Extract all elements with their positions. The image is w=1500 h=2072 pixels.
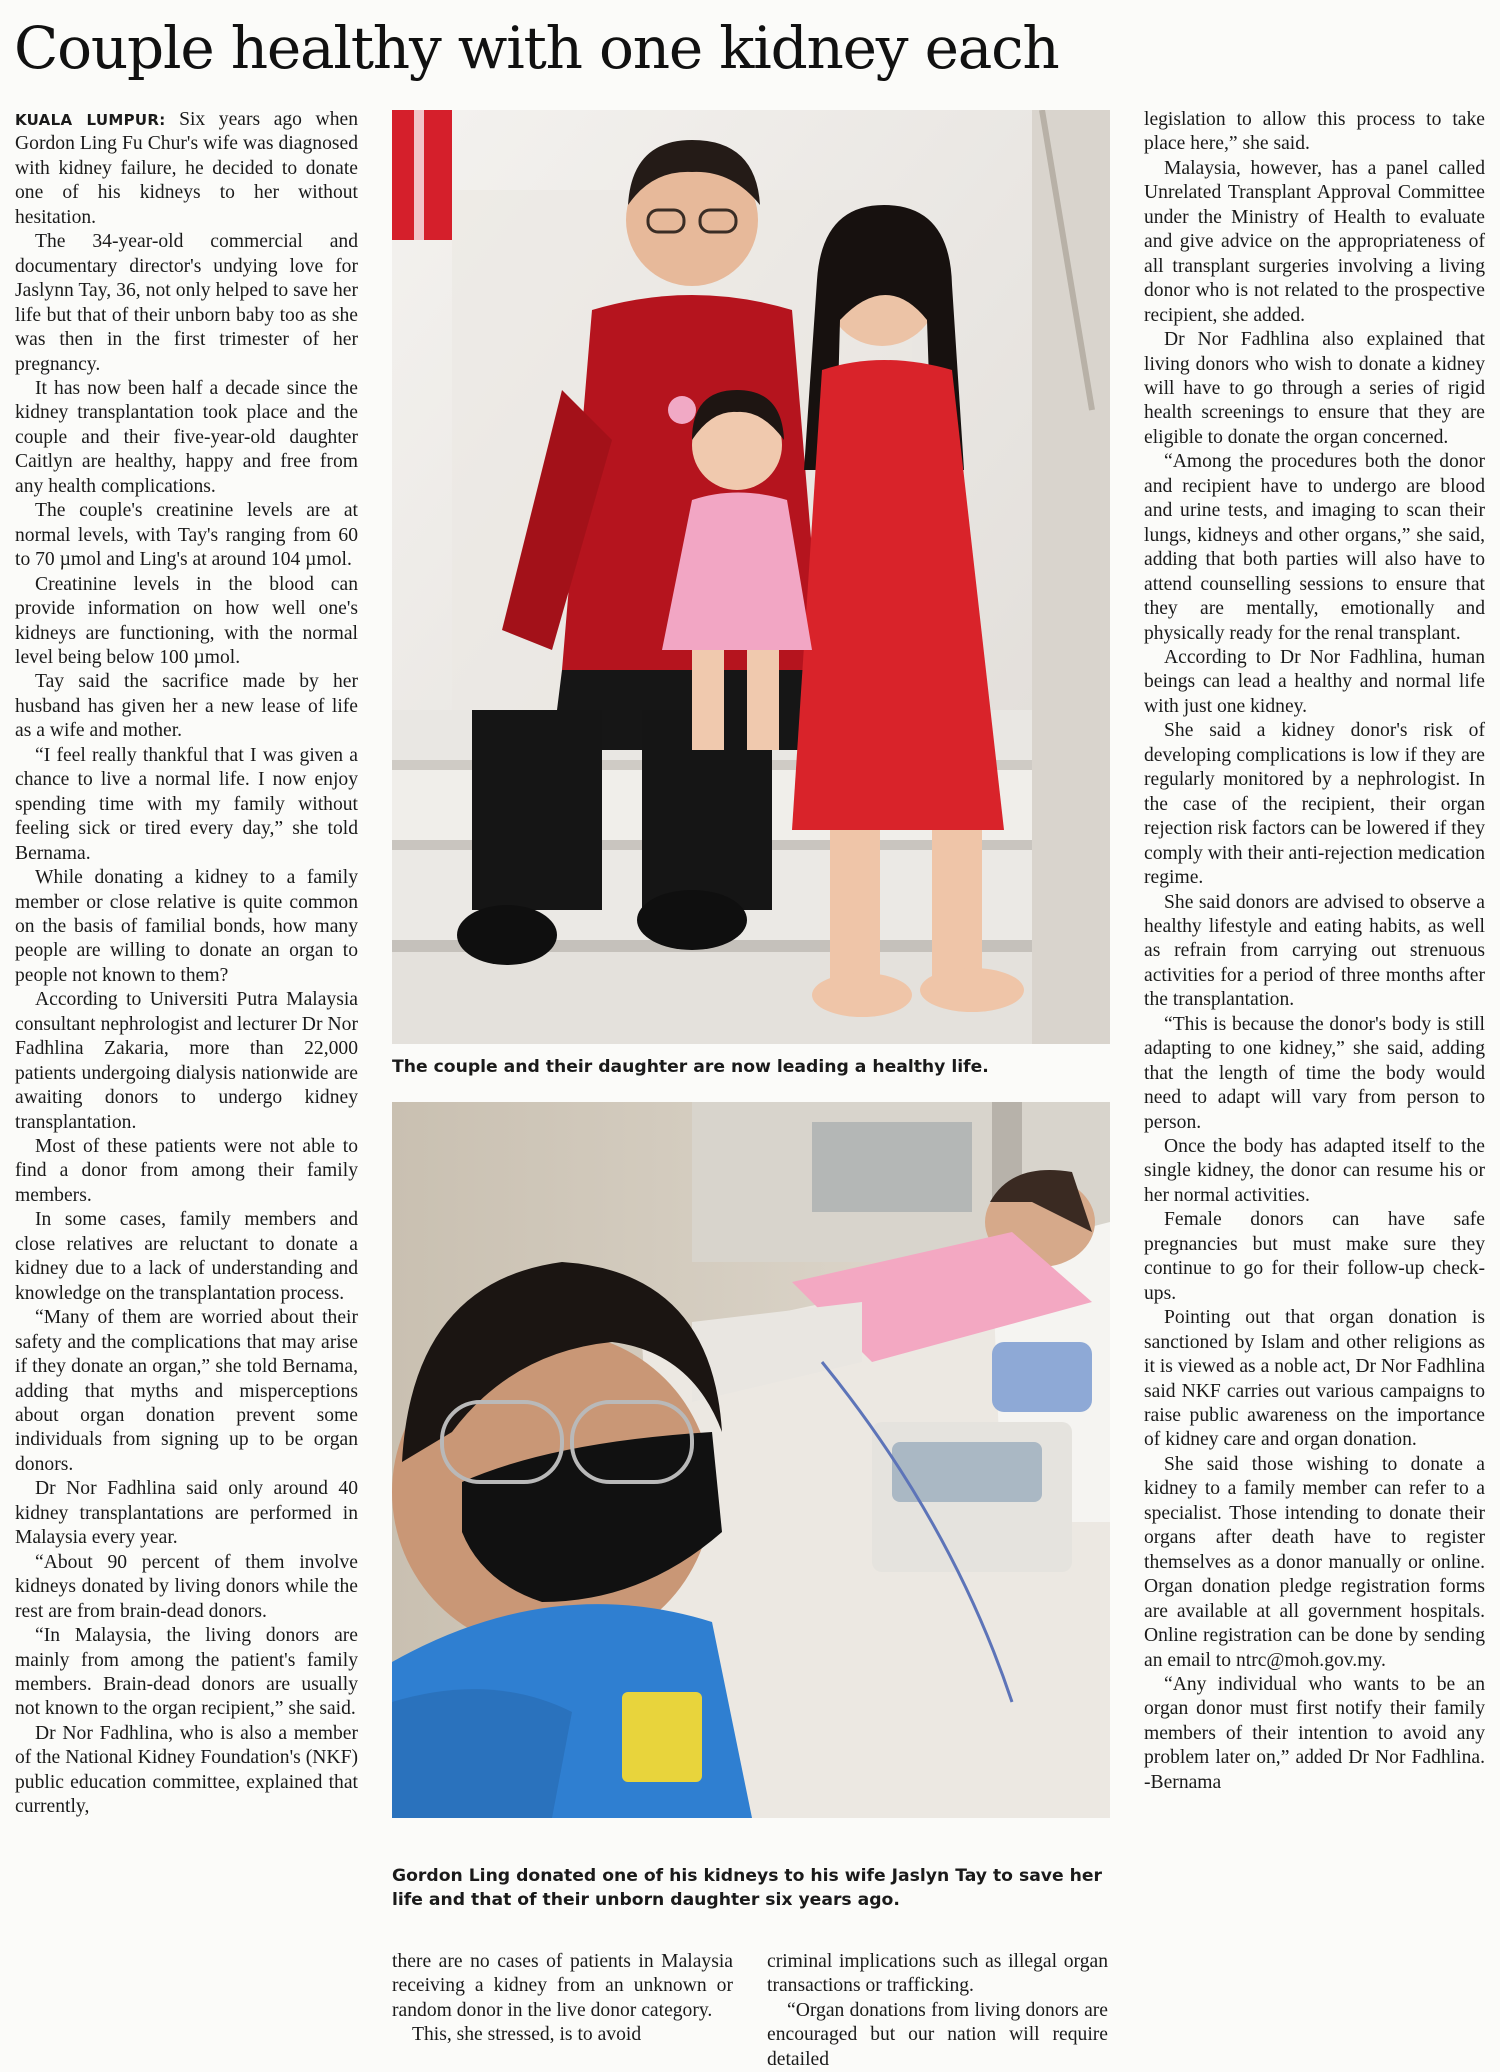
paragraph: Once the body has adapted itself to the single kidney, the donor can resume his or her normal activities. bbox=[1144, 1136, 1485, 1206]
paragraph: According to Dr Nor Fadhlina, human beings can lead a healthy and normal life with just one kidney. bbox=[1144, 646, 1485, 717]
article-column-1 bbox=[15, 108, 358, 1820]
photo-caption: Gordon Ling donated one of his kidneys to his wife Jaslyn Tay to save her life and that of their unborn daughter six years ago. bbox=[392, 1866, 1103, 1910]
family-photo bbox=[392, 110, 1110, 1044]
paragraph: Female donors can have safe pregnancies but must make sure they continue to go for their follow-up check-ups. bbox=[1144, 1209, 1485, 1304]
paragraph: Dr Nor Fadhlina, who is also a member of the National Kidney Foundation's (NKF) public education committee, explained that currently, bbox=[15, 1722, 358, 1818]
paragraph: She said donors are advised to observe a healthy lifestyle and eating habits, as well as refrain from carrying out strenuous activities for a period of three months after the transplantation. bbox=[1144, 891, 1485, 1011]
paragraph: “Any individual who wants to be an organ donor must first notify their family members of their intention to avoid any problem later on,” added Dr Nor Fadhlina. -Bernama bbox=[1144, 1674, 1485, 1793]
paragraph: According to Universiti Putra Malaysia consultant nephrologist and lecturer Dr Nor Fadhlina Zakaria, more than 22,000 patients undergoing dialysis nationwide are awaiting donors to undergo kidney transplantation. bbox=[15, 989, 358, 1133]
paragraph: Dr Nor Fadhlina also explained that living donors who wish to donate a kidney will have to go through a series of rigid health screenings to ensure that they are eligible to donate the organ concerned. bbox=[1144, 329, 1485, 448]
paragraph: “This is because the donor's body is still adapting to one kidney,” she said, adding that the length of time the body would need to adapt will vary from person to person. bbox=[1144, 1013, 1485, 1133]
paragraph: Six years ago when Gordon Ling Fu Chur's wife was diagnosed with kidney failure, he decided to donate one of his kidneys to her without hesitation. bbox=[15, 109, 358, 228]
paragraph: Pointing out that organ donation is sanctioned by Islam and other religions as it is viewed as a noble act, Dr Nor Fadhlina said NKF carries out various campaigns to raise public awareness on the importance of kidney care and organ donation. bbox=[1144, 1307, 1485, 1451]
lead-paragraph bbox=[15, 108, 358, 230]
paragraph: She said a kidney donor's risk of developing complications is low if they are regularly monitored by a nephrologist. In the case of the recipient, their organ rejection risk factors can be lowered if they comply with their anti-rejection medication regime. bbox=[1144, 720, 1485, 889]
paragraph: legislation to allow this process to take place here,” she said. bbox=[1144, 109, 1485, 155]
paragraph: The 34-year-old commercial and documentary director's undying love for Jaslynn Tay, 36, not only helped to save her life but that of their unborn baby too as she was then in the first trimester of her pregnancy. bbox=[15, 231, 358, 375]
article-column-2 bbox=[392, 1950, 733, 2048]
paragraph: there are no cases of patients in Malaysia receiving a kidney from an unknown or random donor in the live donor category. bbox=[392, 1951, 733, 2021]
photo-caption: The couple and their daughter are now leading a healthy life. bbox=[392, 1057, 989, 1077]
paragraph: criminal implications such as illegal organ transactions or trafficking. bbox=[767, 1951, 1108, 1997]
article-column-3 bbox=[767, 1950, 1108, 2072]
paragraph: She said those wishing to donate a kidney to a family member can refer to a specialist. Those intending to donate their organs after death have to register themselves as a donor manually or online. Organ donation pledge registration forms are available at all government hospitals. Online registration can be done by sending an email to ntrc@moh.gov.my. bbox=[1144, 1453, 1485, 1671]
paragraph: “Among the procedures both the donor and recipient have to undergo are blood and urine tests, and imaging to scan their lungs, kidneys and other organs,” she said, adding that both parties will also have to attend counselling sessions to ensure that they are mentally, emotionally and physically ready for the renal transplant. bbox=[1144, 451, 1485, 644]
paragraph: Malaysia, however, has a panel called Unrelated Transplant Approval Committee under the Ministry of Health to evaluate and give advice on the appropriateness of all transplant surgeries involving a living donor who is not related to the prospective recipient, she added. bbox=[1144, 157, 1485, 326]
paragraph: In some cases, family members and close relatives are reluctant to donate a kidney due to a lack of understanding and knowledge on the transplantation process. bbox=[15, 1209, 358, 1304]
paragraph: “Many of them are worried about their safety and the complications that may arise if they donate an organ,” she told Bernama, adding that myths and misperceptions about organ donation prevent some individuals from signing up to be organ donors. bbox=[15, 1307, 358, 1475]
paragraph: “In Malaysia, the living donors are mainly from among the patient's family members. Brain-dead donors are usually not known to the organ recipient,” she said. bbox=[15, 1625, 358, 1720]
dateline: KUALA LUMPUR: bbox=[15, 111, 166, 129]
paragraph: “Organ donations from living donors are encouraged but our nation will require detailed bbox=[767, 1999, 1108, 2070]
headline: Couple healthy with one kidney each bbox=[14, 14, 1059, 82]
paragraph: Creatinine levels in the blood can provide information on how well one's kidneys are functioning, with the normal level being below 100 µmol. bbox=[15, 573, 358, 668]
paragraph: The couple's creatinine levels are at normal levels, with Tay's ranging from 60 to 70 µmol and Ling's at around 104 µmol. bbox=[15, 500, 358, 571]
paragraph: This, she stressed, is to avoid bbox=[412, 2024, 642, 2046]
paragraph: “I feel really thankful that I was given a chance to live a normal life. I now enjoy spending time with my family without feeling sick or tired every day,” she told Bernama. bbox=[15, 744, 358, 864]
paragraph: Dr Nor Fadhlina said only around 40 kidney transplantations are performed in Malaysia every year. bbox=[15, 1478, 358, 1549]
hospital-photo bbox=[392, 1102, 1110, 1818]
article-column-4 bbox=[1144, 108, 1485, 1795]
paragraph: It has now been half a decade since the kidney transplantation took place and the couple and their five-year-old daughter Caitlyn are healthy, happy and free from any health complications. bbox=[15, 377, 358, 497]
paragraph: Tay said the sacrifice made by her husband has given her a new lease of life as a wife and mother. bbox=[15, 671, 358, 742]
paragraph: Most of these patients were not able to find a donor from among their family members. bbox=[15, 1136, 358, 1206]
paragraph: While donating a kidney to a family member or close relative is quite common on the basis of familial bonds, how many people are willing to donate an organ to people not known to them? bbox=[15, 867, 358, 986]
paragraph: “About 90 percent of them involve kidneys donated by living donors while the rest are from brain-dead donors. bbox=[15, 1551, 358, 1622]
